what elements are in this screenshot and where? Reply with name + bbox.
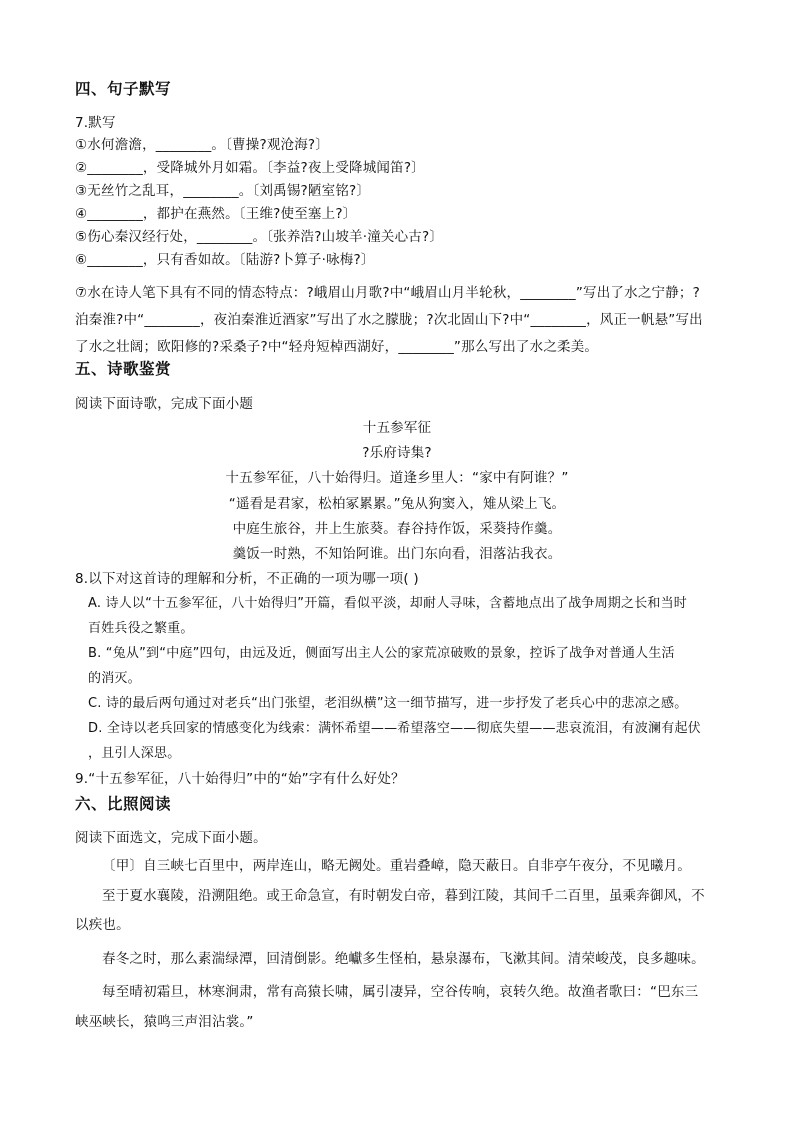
poem-title: 十五参军征	[362, 420, 432, 436]
passage-line-1: 〔甲〕自三峡七百里中，两岸连山，略无阙处。重岩叠嶂，隐天蔽日。自非亭午夜分，不见曦月。	[102, 858, 692, 874]
fill-item-1: ①水何澹澹，________。〔曹操?观沧海?〕	[75, 137, 329, 153]
section-heading-6: 六、比照阅读	[75, 795, 172, 813]
poem-line-1: 十五参军征，八十始得归。道逢乡里人：“家中有阿谁？”	[225, 470, 569, 486]
poem-line-2: “遥看是君家，松柏冢累累。”兔从狗窦入，雉从梁上飞。	[228, 496, 566, 512]
option-b-line-1: B. “兔从”到“中庭”四句，由远及近，侧面写出主人公的家荒凉破败的景象，控诉了战争对普通人生活	[88, 646, 675, 661]
fill-item-7-line-1: ⑦水在诗人笔下具有不同的情态特点：?峨眉山月歌?中“峨眉山月半轮秋，________”写出了水之宁静；?	[75, 285, 700, 301]
question-8: 8.以下对这首诗的理解和分析，不正确的一项为哪一项( )	[75, 571, 419, 587]
fill-item-3: ③无丝竹之乱耳，________。〔刘禹锡?陋室铭?〕	[75, 183, 371, 199]
passage-line-6: 峡巫峡长，猿鸣三声泪沾裳。”	[75, 1014, 254, 1030]
fill-item-7-line-3: 了水之壮阔；欧阳修的?采桑子?中“轻舟短棹西湖好，________”那么写出了水之柔美。	[75, 339, 599, 355]
passage-line-3: 以疾也。	[75, 917, 130, 933]
section-heading-4: 四、句子默写	[75, 80, 172, 98]
question-7-title: 7.默写	[75, 115, 116, 131]
option-d-line-2: ，且引人深思。	[88, 746, 181, 761]
fill-item-6: ⑥________，只有香如故。〔陆游?卜算子·咏梅?〕	[75, 252, 375, 268]
section-5-intro: 阅读下面诗歌，完成下面小题	[75, 396, 254, 412]
option-a-line-1: A. 诗人以“十五参军征，八十始得归”开篇，看似平淡，却耐人寻味，含蓄地点出了战争周期之长和当时	[88, 596, 687, 611]
fill-item-5: ⑤伤心秦汉经行处，________。〔张养浩?山坡羊·潼关心古?〕	[75, 229, 444, 245]
fill-item-4: ④________，都护在燕然。〔王维?使至塞上?〕	[75, 206, 357, 222]
option-a-line-2: 百姓兵役之繁重。	[88, 621, 194, 636]
poem-line-3: 中庭生旅谷，井上生旅葵。舂谷持作饭，采葵持作羹。	[232, 521, 562, 537]
poem-source: ?乐府诗集?	[362, 445, 432, 461]
option-b-line-2: 的消灭。	[88, 671, 141, 686]
option-c: C. 诗的最后两句通过对老兵“出门张望，老泪纵横”这一细节描写，进一步抒发了老兵心中的悲凉之感。	[88, 696, 688, 711]
option-d-line-1: D. 全诗以老兵回家的情感变化为线索：满怀希望——希望落空——彻底失望——悲哀流泪，有波澜有起伏	[88, 721, 701, 736]
question-9: 9.“十五参军征，八十始得归”中的“始”字有什么好处？	[75, 771, 405, 787]
section-6-intro: 阅读下面选文，完成下面小题。	[75, 830, 267, 846]
passage-line-5: 每至晴初霜旦，林寒涧肃，常有高猿长啸，属引凄异，空谷传响，哀转久绝。故渔者歌曰：“巴东三	[102, 984, 699, 1000]
poem-line-4: 羹饭一时熟，不知饴阿谁。出门东向看，泪落沾我衣。	[232, 546, 562, 562]
fill-item-7-line-2: 泊秦淮?中“________，夜泊秦淮近酒家”写出了水之朦胧；?次北固山下?中“________，风正一帆悬”写出	[75, 312, 703, 328]
passage-line-4: 春冬之时，那么素湍绿潭，回清倒影。绝巘多生怪柏，悬泉瀑布，飞漱其间。清荣峻茂，良多趣味。	[102, 951, 705, 967]
passage-line-2: 至于夏水襄陵，沿溯阻绝。或王命急宣，有时朝发白帝，暮到江陵，其间千二百里，虽乘奔御风，不	[102, 888, 705, 904]
fill-item-2: ②________，受降城外月如霜。〔李益?夜上受降城闻笛?〕	[75, 160, 425, 176]
section-heading-5: 五、诗歌鉴赏	[75, 360, 172, 378]
